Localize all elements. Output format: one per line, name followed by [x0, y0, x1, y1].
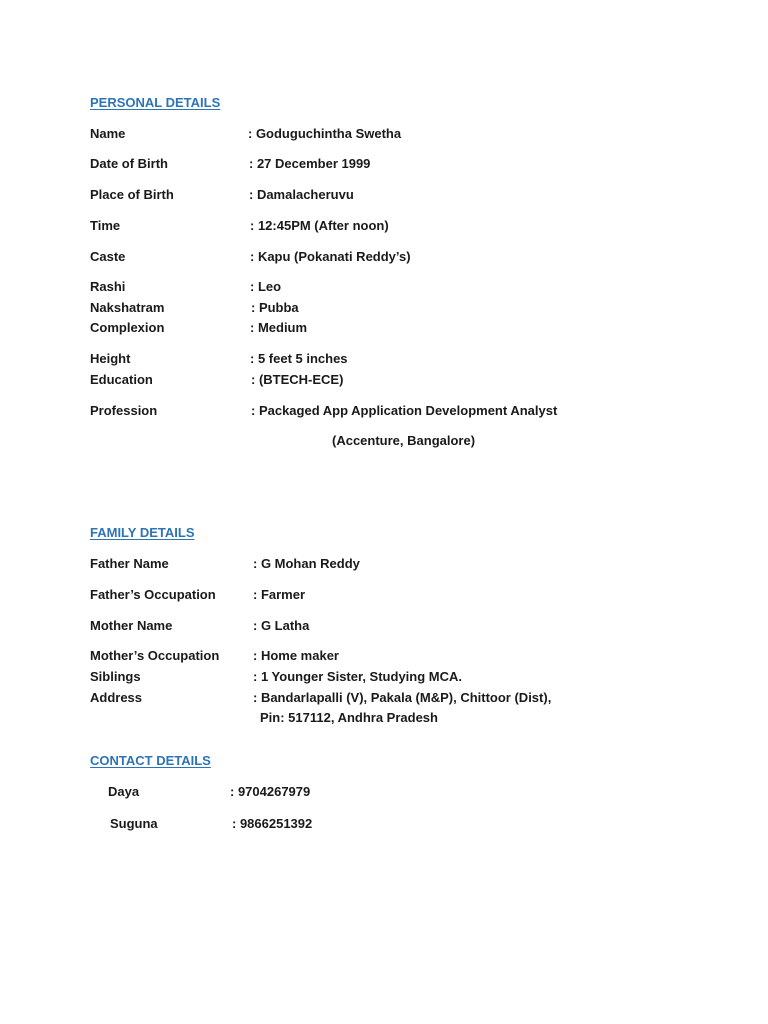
personal-details-heading: PERSONAL DETAILS [90, 95, 221, 110]
education-value: : (BTECH-ECE) [251, 372, 344, 387]
father-occupation-value: : Farmer [253, 587, 306, 602]
contact-daya-value: : 9704267979 [230, 784, 311, 799]
complexion-value: : Medium [250, 320, 308, 335]
profession-value: : Packaged App Application Development Analyst [251, 403, 558, 418]
profession-company: (Accenture, Bangalore) [332, 433, 476, 448]
pob-value: : Damalacheruvu [249, 187, 354, 202]
time-label: Time [90, 218, 121, 233]
pob-label: Place of Birth [90, 187, 174, 202]
dob-label: Date of Birth [90, 156, 168, 171]
caste-label: Caste [90, 249, 126, 264]
family-details-heading: FAMILY DETAILS [90, 525, 195, 540]
father-occupation-label: Father’s Occupation [90, 587, 216, 602]
contact-details-heading: CONTACT DETAILS [90, 753, 211, 768]
contact-suguna-label: Suguna [110, 816, 158, 831]
caste-value: : Kapu (Pokanati Reddy’s) [250, 249, 411, 264]
contact-suguna-value: : 9866251392 [232, 816, 313, 831]
time-value: : 12:45PM (After noon) [250, 218, 389, 233]
name-label: Name [90, 126, 126, 141]
nakshatram-value: : Pubba [251, 300, 299, 315]
address-value: : Bandarlapalli (V), Pakala (M&P), Chittoor (Dist), [253, 690, 552, 705]
education-label: Education [90, 372, 153, 387]
siblings-value: : 1 Younger Sister, Studying MCA. [253, 669, 462, 684]
contact-daya-label: Daya [108, 784, 140, 799]
rashi-label: Rashi [90, 279, 126, 294]
name-value: : Goduguchintha Swetha [248, 126, 402, 141]
mother-occupation-value: : Home maker [253, 648, 339, 663]
complexion-label: Complexion [90, 320, 165, 335]
father-name-value: : G Mohan Reddy [253, 556, 360, 571]
mother-name-value: : G Latha [253, 618, 310, 633]
height-value: : 5 feet 5 inches [250, 351, 348, 366]
dob-value: : 27 December 1999 [249, 156, 371, 171]
father-name-label: Father Name [90, 556, 169, 571]
address-label: Address [90, 690, 143, 705]
rashi-value: : Leo [250, 279, 282, 294]
height-label: Height [90, 351, 131, 366]
profession-label: Profession [90, 403, 158, 418]
mother-name-label: Mother Name [90, 618, 173, 633]
mother-occupation-label: Mother’s Occupation [90, 648, 220, 663]
address-pin: Pin: 517112, Andhra Pradesh [260, 710, 438, 725]
siblings-label: Siblings [90, 669, 141, 684]
nakshatram-label: Nakshatram [90, 300, 165, 315]
